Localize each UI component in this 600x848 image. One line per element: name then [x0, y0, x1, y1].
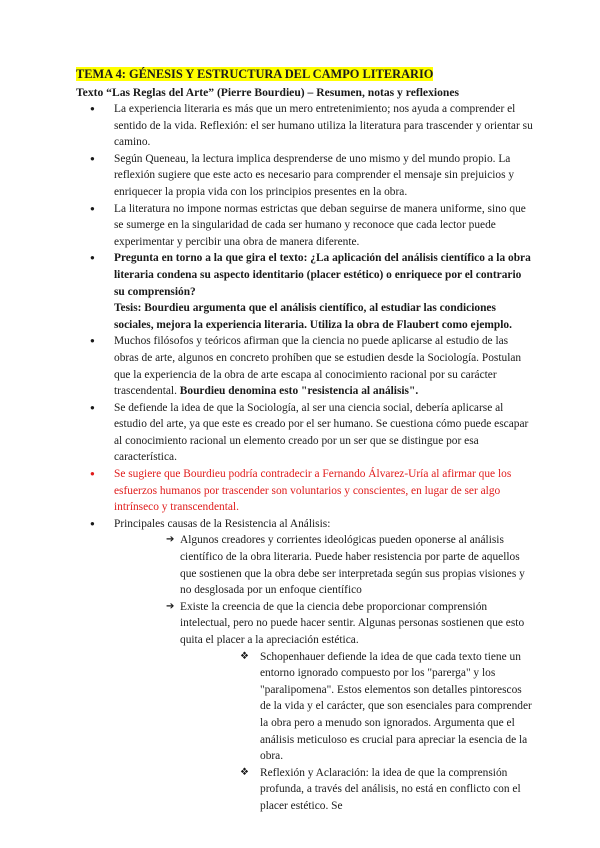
subpoint-list: [180, 649, 534, 815]
question-text: ● Pregunta en torno a la que gira el texto: ¿La aplicación del análisis científico a la obra literaria condena su aspecto identitario (placer estético) o enriquece por el contrario su comprensión?: [114, 252, 531, 298]
subpoint-item: ❖ Reflexión y Aclaración: la idea de que la comprensión profunda, a través del análisis, no está en conflicto con el placer estético. Se: [76, 765, 534, 815]
main-bullet-list: [76, 101, 534, 815]
document-subtitle: Texto “Las Reglas del Arte” (Pierre Bourdieu) – Resumen, notas y reflexiones: [76, 86, 459, 99]
list-item-question: [76, 250, 534, 333]
list-item: [76, 333, 534, 399]
list-item: ● Según Queneau, la lectura implica desprenderse de uno mismo y del mundo propio. La reflexión sugiere que este acto es necesario para comprender el mensaje sin prejuicios y enriquecer la propia vida con los principios presentes en la obra.: [76, 151, 534, 201]
thesis-text: Tesis: Bourdieu argumenta que el análisis científico, al estudiar las condiciones sociales, mejora la experiencia literaria. Utiliza la obra de Flaubert como ejemplo.: [114, 302, 512, 331]
philosophers-text: Muchos filósofos y teóricos afirman que la ciencia no puede aplicarse al estudio de las obras de arte, algunos en concreto prohíben que se estudien desde la Sociología. Postulan que la experiencia de la obra de arte escapa al conocimiento racional por su carácter trascendental.: [114, 335, 522, 398]
list-item: ● La literatura no impone normas estrictas que deban seguirse de manera uniforme, sino que se sumerge en la singularidad de cada ser humano y reconoce que cada lector puede experimentar y percibir una obra de manera diferente.: [76, 201, 534, 251]
list-item-red: ● Se sugiere que Bourdieu podría contradecir a Fernando Álvarez-Uría al afirmar que los esfuerzos humanos por trascender son voluntarios y conscientes, en lugar de ser algo intrínseco y transcendental.: [76, 466, 534, 516]
causes-heading: ● Principales causas de la Resistencia al Análisis:: [114, 517, 331, 530]
list-item: ● La experiencia literaria es más que un mero entretenimiento; nos ayuda a comprender el sentido de la vida. Reflexión: el ser humano utiliza la literatura para trascender y orientar su camino.: [76, 101, 534, 151]
cause-item: [76, 599, 534, 815]
cause-item: ➔ Algunos creadores y corrientes ideológicas pueden oponerse al análisis científico de la obra literaria. Puede haber resistencia por parte de aquellos que sostienen que la obra debe ser interpretada según sus propias visiones y no desglosada por un enfoque científico: [76, 532, 534, 598]
subpoint-item: ❖ Schopenhauer defiende la idea de que cada texto tiene un entorno ignorado compuesto por los "parerga" y los "paralipomena". Estos elementos son detalles pintorescos de la vida y el carácter, que son esenciales para comprender la obra pero a menudo son ignorados. Argumenta que el análisis meticuloso es crucial para apreciar la esencia de la obra.: [76, 649, 534, 765]
title-highlight: TEMA 4: GÉNESIS Y ESTRUCTURA DEL CAMPO LITERARIO: [76, 67, 434, 81]
resistance-term: Bourdieu denomina esto "resistencia al análisis".: [179, 385, 419, 398]
cause-text: ➔ Existe la creencia de que la ciencia debe proporcionar comprensión intelectual, pero no puede hacer sentir. Algunas personas sostienen que esto quita el placer a la apreciación estética.: [180, 600, 525, 646]
document-title: [76, 66, 534, 83]
causes-list: [114, 532, 534, 814]
list-item: ● Se defiende la idea de que la Sociología, al ser una ciencia social, debería aplicarse al estudio del arte, ya que este es creado por el ser humano. Se cuestiona cómo puede escapar al conocimiento racional un elemento creado por un ser que se distingue por esa característica.: [76, 400, 534, 466]
list-item-causes: [76, 516, 534, 815]
